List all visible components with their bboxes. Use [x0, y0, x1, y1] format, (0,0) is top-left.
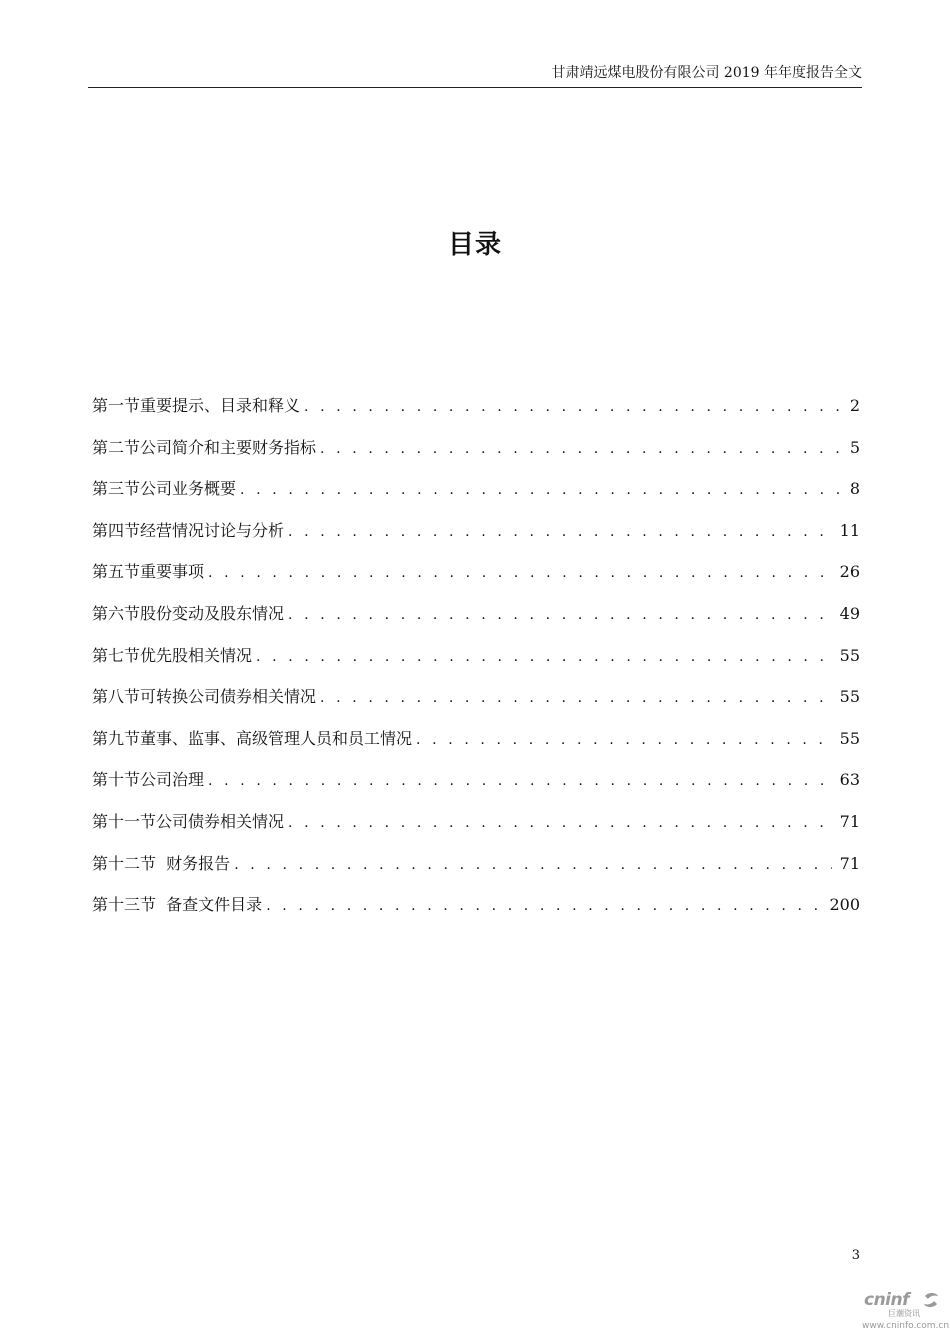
toc-entry-label: 第七节优先股相关情况 — [92, 645, 253, 665]
toc-dot-leader — [240, 478, 842, 502]
toc-entry-label: 第一节重要提示、目录和释义 — [92, 396, 301, 415]
toc-entry-page: 71 — [839, 853, 860, 873]
toc-entry-label: 第六节股份变动及股东情况 — [92, 603, 285, 623]
cninfo-logo-chinese: 巨潮资讯 — [888, 1309, 920, 1318]
toc-dot-leader — [304, 395, 842, 419]
toc-entry[interactable] — [92, 477, 860, 519]
toc-dot-leader — [234, 853, 831, 877]
page-number: 3 — [851, 1248, 860, 1263]
toc-entry-page: 2 — [849, 396, 860, 415]
toc-entry[interactable] — [92, 644, 860, 686]
toc-dot-leader — [288, 811, 832, 835]
toc-entry-page: 200 — [829, 895, 860, 915]
toc-entry[interactable] — [92, 436, 860, 478]
toc-dot-leader — [266, 894, 821, 918]
toc-entry-label: 第八节可转换公司债券相关情况 — [92, 687, 317, 707]
cninfo-logo-word: cninf — [864, 1290, 910, 1310]
toc-entry-page: 26 — [839, 562, 860, 582]
toc-dot-leader — [208, 769, 832, 793]
page-title: 目录 — [447, 230, 502, 260]
toc-entry[interactable] — [92, 810, 860, 852]
toc-entry-page: 63 — [839, 770, 860, 790]
toc-entry-label: 第五节重要事项 — [92, 562, 205, 582]
toc-entry[interactable] — [92, 727, 860, 769]
toc-dot-leader — [208, 561, 832, 585]
table-of-contents — [92, 394, 860, 935]
report-header-title: 甘肃靖远煤电股份有限公司 2019 年年度报告全文 — [551, 65, 862, 81]
toc-entry-page: 8 — [849, 479, 860, 499]
toc-entry-label: 第十一节公司债券相关情况 — [92, 811, 285, 831]
toc-entry-label: 第四节经营情况讨论与分析 — [92, 520, 285, 540]
toc-dot-leader — [320, 437, 842, 461]
toc-dot-leader — [288, 603, 832, 627]
toc-dot-leader — [320, 686, 832, 710]
toc-entry[interactable] — [92, 519, 860, 561]
toc-entry[interactable] — [92, 768, 860, 810]
toc-entry-label: 第九节董事、监事、高级管理人员和员工情况 — [92, 728, 413, 748]
toc-entry-page: 55 — [839, 687, 860, 707]
toc-entry-page: 55 — [839, 645, 860, 665]
cninfo-url: www.cninfo.com.cn — [862, 1321, 950, 1331]
toc-entry-page: 71 — [839, 811, 860, 831]
toc-entry[interactable] — [92, 893, 860, 935]
toc-entry-label: 第二节公司简介和主要财务指标 — [92, 437, 317, 457]
toc-dot-leader — [256, 645, 832, 669]
toc-dot-leader — [416, 728, 832, 752]
toc-entry[interactable] — [92, 685, 860, 727]
toc-entry-label: 第十节公司治理 — [92, 770, 205, 790]
toc-dot-leader — [288, 520, 832, 544]
header-divider — [88, 87, 862, 88]
toc-entry-page: 49 — [839, 603, 860, 623]
toc-entry-label: 第十三节 备查文件目录 — [92, 895, 263, 915]
toc-entry-label: 第十二节 财务报告 — [92, 853, 231, 873]
toc-entry-label: 第三节公司业务概要 — [92, 479, 237, 499]
toc-entry-page: 11 — [839, 520, 860, 540]
toc-entry[interactable] — [92, 602, 860, 644]
toc-entry-page: 55 — [839, 728, 860, 748]
toc-entry[interactable] — [92, 560, 860, 602]
cninfo-watermark — [862, 1290, 950, 1334]
toc-entry[interactable] — [92, 852, 860, 894]
cninfo-swirl-icon — [922, 1292, 940, 1308]
toc-entry-page: 5 — [849, 437, 860, 457]
toc-entry[interactable] — [92, 394, 860, 436]
